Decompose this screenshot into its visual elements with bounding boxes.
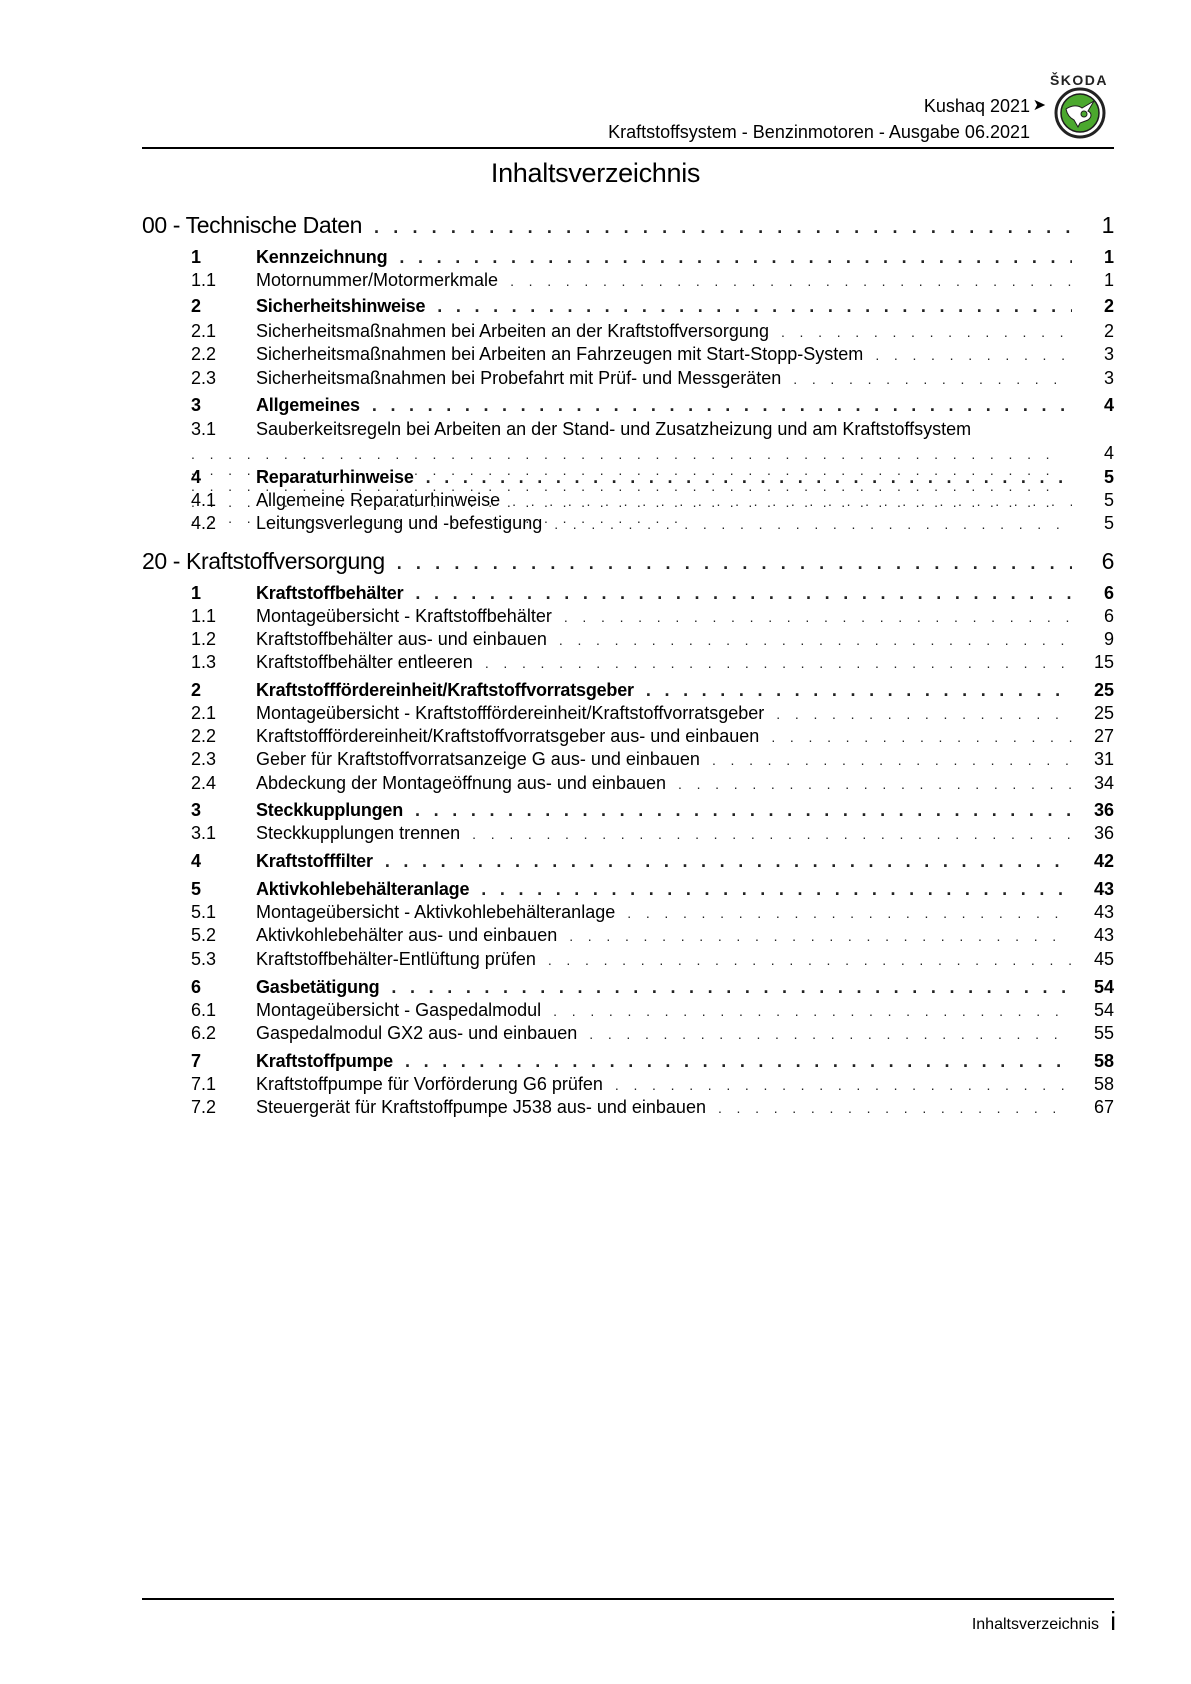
toc-entry-label[interactable]: Montageübersicht - Aktivkohlebehälteranlage	[256, 902, 616, 922]
toc-subsection-row[interactable]	[142, 606, 1114, 627]
toc-entry-page: 9	[1103, 629, 1114, 649]
toc-entry-label[interactable]: Allgemeine Reparaturhinweise	[256, 490, 501, 510]
toc-entry-page: 36	[1093, 800, 1114, 820]
toc-subsection-row[interactable]	[142, 321, 1114, 342]
toc-entry-number: 2.3	[191, 749, 217, 769]
page-header	[142, 60, 1114, 152]
leader-dots	[415, 583, 1072, 604]
toc-entry-number: 1	[191, 247, 202, 267]
toc-entry-label[interactable]: 00 - Technische Daten	[142, 212, 363, 238]
toc-entry-number: 4.1	[191, 490, 217, 510]
toc-entry-label[interactable]: Reparaturhinweise	[256, 467, 414, 487]
leader-dots	[548, 952, 1072, 968]
toc-subsection-row[interactable]	[142, 629, 1114, 650]
toc-entry-page: 58	[1093, 1074, 1114, 1094]
toc-entry-page: 5	[1103, 490, 1114, 510]
leader-dots	[385, 851, 1072, 872]
toc-entry-link[interactable]: Sauberkeitsregeln bei Arbeiten an der Stand- und Zusatzheizung und am Kraftstoffsystem	[256, 419, 972, 439]
footer-divider	[142, 1598, 1114, 1600]
leader-dots	[553, 1003, 1072, 1019]
leader-dots	[627, 905, 1072, 921]
toc-entry-page: 2	[1103, 296, 1114, 316]
toc-entry-page: 27	[1093, 726, 1114, 746]
toc-entry-label[interactable]: Montageübersicht - Gaspedalmodul	[256, 1000, 542, 1020]
toc-entry-label[interactable]: Allgemeines	[256, 395, 360, 415]
leader-dots	[481, 879, 1072, 900]
leader-dots	[718, 1100, 1072, 1116]
toc-entry-number: 1.2	[191, 629, 217, 649]
toc-entry-label[interactable]: Kraftstofffilter	[256, 851, 373, 871]
leader-dots	[569, 928, 1072, 944]
toc-entry-label[interactable]: Aktivkohlebehälteranlage	[256, 879, 470, 899]
toc-subsection-row[interactable]	[142, 652, 1114, 673]
toc-subsection-row[interactable]	[142, 513, 1114, 534]
toc-entry-label[interactable]: Gasbetätigung	[256, 977, 380, 997]
toc-entry-page: 31	[1093, 749, 1114, 769]
toc-entry-number: 7.1	[191, 1074, 217, 1094]
leader-dots	[510, 273, 1072, 289]
leader-dots	[391, 977, 1072, 998]
toc-entry-number: 7.2	[191, 1097, 217, 1117]
toc-entry-page: 3	[1103, 344, 1114, 364]
toc-entry-number: 6	[191, 977, 202, 997]
header-divider	[142, 147, 1114, 149]
toc-entry-label[interactable]: Sicherheitsmaßnahmen bei Arbeiten an Fahrzeugen mit Start-Stopp-System	[256, 344, 864, 364]
leader-dots	[437, 296, 1072, 317]
toc-entry-label[interactable]: Sicherheitshinweise	[256, 296, 426, 316]
toc-entry-page: 36	[1093, 823, 1114, 843]
toc-entry-page: 6	[1103, 606, 1114, 626]
toc-subsection-row[interactable]	[142, 490, 1114, 511]
toc-entry-number: 7	[191, 1051, 202, 1071]
toc-entry-page: 5	[1103, 467, 1114, 487]
toc-entry-page: 43	[1093, 879, 1114, 899]
skoda-logo-icon	[1054, 87, 1106, 139]
toc-entry-number: 3.1	[191, 823, 217, 843]
leader-dots	[485, 655, 1072, 671]
toc-section-row[interactable]	[142, 851, 1114, 872]
toc-subsection-row[interactable]	[142, 1097, 1114, 1118]
toc-subsection-row[interactable]	[142, 925, 1114, 946]
toc-entry-number: 2.2	[191, 344, 217, 364]
toc-entry-label[interactable]: Motornummer/Motormerkmale	[256, 270, 499, 290]
toc-entry-label[interactable]: Kraftstoffbehälter aus- und einbauen	[256, 629, 547, 649]
toc-entry-label[interactable]: Steckkupplungen trennen	[256, 823, 461, 843]
toc-subsection-row[interactable]	[142, 703, 1114, 724]
leader-dots	[793, 371, 1072, 387]
header-model: Kushaq 2021	[923, 96, 1030, 116]
toc-entry-page: 67	[1093, 1097, 1114, 1117]
toc-entry-label[interactable]: Abdeckung der Montageöffnung aus- und einbauen	[256, 773, 666, 793]
toc-subsection-row[interactable]	[142, 270, 1114, 291]
leader-dots	[781, 324, 1072, 340]
toc-entry-label[interactable]: Montageübersicht - Kraftstofffördereinheit/Kraftstoffvorratsgeber	[256, 703, 765, 723]
brand-wordmark: ŠKODA	[1049, 72, 1108, 88]
toc-section-row[interactable]	[142, 977, 1114, 998]
toc-entry-page: 42	[1093, 851, 1114, 871]
leader-dots	[426, 467, 1072, 488]
toc-entry-number: 4	[191, 851, 202, 871]
toc-section-row[interactable]	[142, 395, 1114, 416]
toc-entry-label[interactable]: Leitungsverlegung und -befestigung	[256, 513, 543, 533]
toc-entry-label[interactable]: Kraftstoffbehälter-Entlüftung prüfen	[256, 949, 536, 969]
toc-subsection-row[interactable]	[142, 902, 1114, 923]
toc-section-row[interactable]	[142, 247, 1114, 268]
toc-entry-number: 2	[191, 680, 202, 700]
toc-entry-label[interactable]: Kraftstofffördereinheit/Kraftstoffvorratsgeber	[256, 680, 634, 700]
toc-subsection-row[interactable]	[142, 1000, 1114, 1021]
leader-dots	[712, 752, 1072, 768]
toc-subsection-row[interactable]	[142, 1023, 1114, 1044]
leader-dots	[646, 680, 1072, 701]
leader-dots	[615, 1077, 1072, 1093]
toc-entry-page: 2	[1103, 321, 1114, 341]
toc-section-row[interactable]	[142, 467, 1114, 488]
leader-dots	[875, 347, 1072, 363]
toc-entry-page: 25	[1093, 680, 1114, 700]
toc-entry-label[interactable]: Kraftstoffbehälter entleeren	[256, 652, 473, 672]
toc-entry-label[interactable]: 20 - Kraftstoffversorgung	[142, 548, 385, 574]
leader-dots	[554, 516, 1072, 532]
toc-subsection-row[interactable]	[142, 949, 1114, 970]
toc-subsection-row[interactable]	[142, 749, 1114, 770]
toc-entry-page: 6	[1101, 548, 1114, 574]
header-arrow-icon: ➤	[1032, 97, 1046, 114]
toc-entry-page: 54	[1093, 1000, 1114, 1020]
toc-section-row[interactable]	[142, 879, 1114, 900]
toc-entry-number: 1.3	[191, 652, 217, 672]
toc-entry-number: 1	[191, 583, 202, 603]
toc-entry-page: 58	[1093, 1051, 1114, 1071]
leader-dots	[512, 493, 1072, 509]
toc-entry-number: 5.2	[191, 925, 217, 945]
toc-entry-number: 3.1	[191, 419, 217, 439]
toc-entry-label[interactable]: Steckkupplungen	[256, 800, 404, 820]
toc-entry-page: 55	[1093, 1023, 1114, 1043]
toc-entry-page: 45	[1093, 949, 1114, 969]
toc-entry-label[interactable]: Sicherheitsmaßnahmen bei Arbeiten an der Kraftstoffversorgung	[256, 321, 769, 341]
toc-entry-page: 3	[1103, 368, 1114, 388]
toc-entry-label[interactable]: Kraftstoffbehälter	[256, 583, 404, 603]
toc-entry-number: 5	[191, 879, 202, 899]
leader-dots	[374, 217, 1072, 238]
page-title: Inhaltsverzeichnis	[490, 158, 701, 188]
toc-entry-page: 34	[1093, 773, 1114, 793]
leader-dots	[559, 632, 1072, 648]
toc-subsection-row[interactable]	[142, 344, 1114, 365]
leader-dots	[472, 826, 1072, 842]
toc-entry-label[interactable]: Kraftstoffpumpe	[256, 1051, 393, 1071]
toc-section-row[interactable]	[142, 296, 1114, 317]
leader-dots	[678, 776, 1072, 792]
leader-dots	[776, 706, 1072, 722]
leader-dots	[372, 395, 1072, 416]
toc-subsection-row[interactable]	[142, 368, 1114, 389]
toc-entry-number: 2.4	[191, 773, 217, 793]
toc-entry-page: 1	[1101, 212, 1114, 238]
toc-entry-page: 25	[1093, 703, 1114, 723]
toc-entry-label[interactable]: Aktivkohlebehälter aus- und einbauen	[256, 925, 558, 945]
toc-entry-number: 4	[191, 467, 202, 487]
toc-entry-number: 2.1	[191, 321, 217, 341]
toc-section-row[interactable]	[142, 583, 1114, 604]
leader-dots	[415, 800, 1072, 821]
toc-entry-page: 54	[1093, 977, 1114, 997]
toc-section-row[interactable]	[142, 1051, 1114, 1072]
toc-entry-number: 2.3	[191, 368, 217, 388]
toc-entry-label[interactable]: Gaspedalmodul GX2 aus- und einbauen	[256, 1023, 578, 1043]
toc-entry-page: 43	[1093, 925, 1114, 945]
footer-label: Inhaltsverzeichnis	[971, 1616, 1099, 1633]
footer-page-number: i	[1110, 1606, 1116, 1636]
toc-entry-label[interactable]: Geber für Kraftstoffvorratsanzeige G aus- und einbauen	[256, 749, 700, 769]
leader-dots	[589, 1026, 1072, 1042]
toc-entry-number: 5.1	[191, 902, 217, 922]
leader-dots	[771, 729, 1072, 745]
toc-section-row[interactable]	[142, 800, 1114, 821]
toc-entry-number: 6.2	[191, 1023, 217, 1043]
leader-dots	[399, 247, 1072, 268]
toc-entry-label[interactable]: Sicherheitsmaßnahmen bei Probefahrt mit Prüf- und Messgeräten	[256, 368, 782, 388]
toc-entry-label[interactable]: Kraftstoffpumpe für Vorförderung G6 prüfen	[256, 1074, 603, 1094]
toc-chapter-row[interactable]	[142, 548, 1114, 575]
toc-entry-page: 6	[1103, 583, 1114, 603]
toc-entry-page: 43	[1093, 902, 1114, 922]
toc-entry-number: 2.2	[191, 726, 217, 746]
leader-dots	[405, 1051, 1072, 1072]
toc-subsection-row[interactable]	[142, 773, 1114, 794]
toc-entry-number: 3	[191, 395, 202, 415]
toc-entry-label[interactable]: Kraftstofffördereinheit/Kraftstoffvorratsgeber aus- und einbauen	[256, 726, 760, 746]
toc-subsection-row[interactable]	[142, 726, 1114, 747]
toc-entry-number: 6.1	[191, 1000, 217, 1020]
toc-subsection-row[interactable]	[142, 1074, 1114, 1095]
toc-entry-page: 1	[1103, 247, 1114, 267]
toc-subsection-row[interactable]	[142, 823, 1114, 844]
toc-entry-number: 4.2	[191, 513, 217, 533]
toc-entry-label[interactable]: Montageübersicht - Kraftstoffbehälter	[256, 606, 552, 626]
toc-entry-number: 2.1	[191, 703, 217, 723]
toc-entry-number: 2	[191, 296, 202, 316]
header-subtitle: Kraftstoffsystem - Benzinmotoren - Ausgabe 06.2021	[608, 122, 1030, 142]
toc-entry-number: 3	[191, 800, 202, 820]
leader-dots	[564, 609, 1072, 625]
toc-entry-page: 4	[1103, 395, 1114, 415]
toc-entry-page: 5	[1103, 513, 1114, 533]
toc-entry-number: 1.1	[191, 270, 217, 290]
toc-entry-number: 5.3	[191, 949, 217, 969]
toc-section-row[interactable]	[142, 680, 1114, 701]
toc-entry-label[interactable]: Kennzeichnung	[256, 247, 388, 267]
toc-entry-label[interactable]: Steuergerät für Kraftstoffpumpe J538 aus- und einbauen	[256, 1097, 706, 1117]
toc-chapter-row[interactable]	[142, 212, 1114, 239]
leader-dots	[397, 553, 1072, 574]
toc-entry-page: 1	[1103, 270, 1114, 290]
toc-entry-page: 4	[1103, 443, 1114, 463]
toc-entry-page: 15	[1093, 652, 1114, 672]
toc-entry-number: 1.1	[191, 606, 217, 626]
